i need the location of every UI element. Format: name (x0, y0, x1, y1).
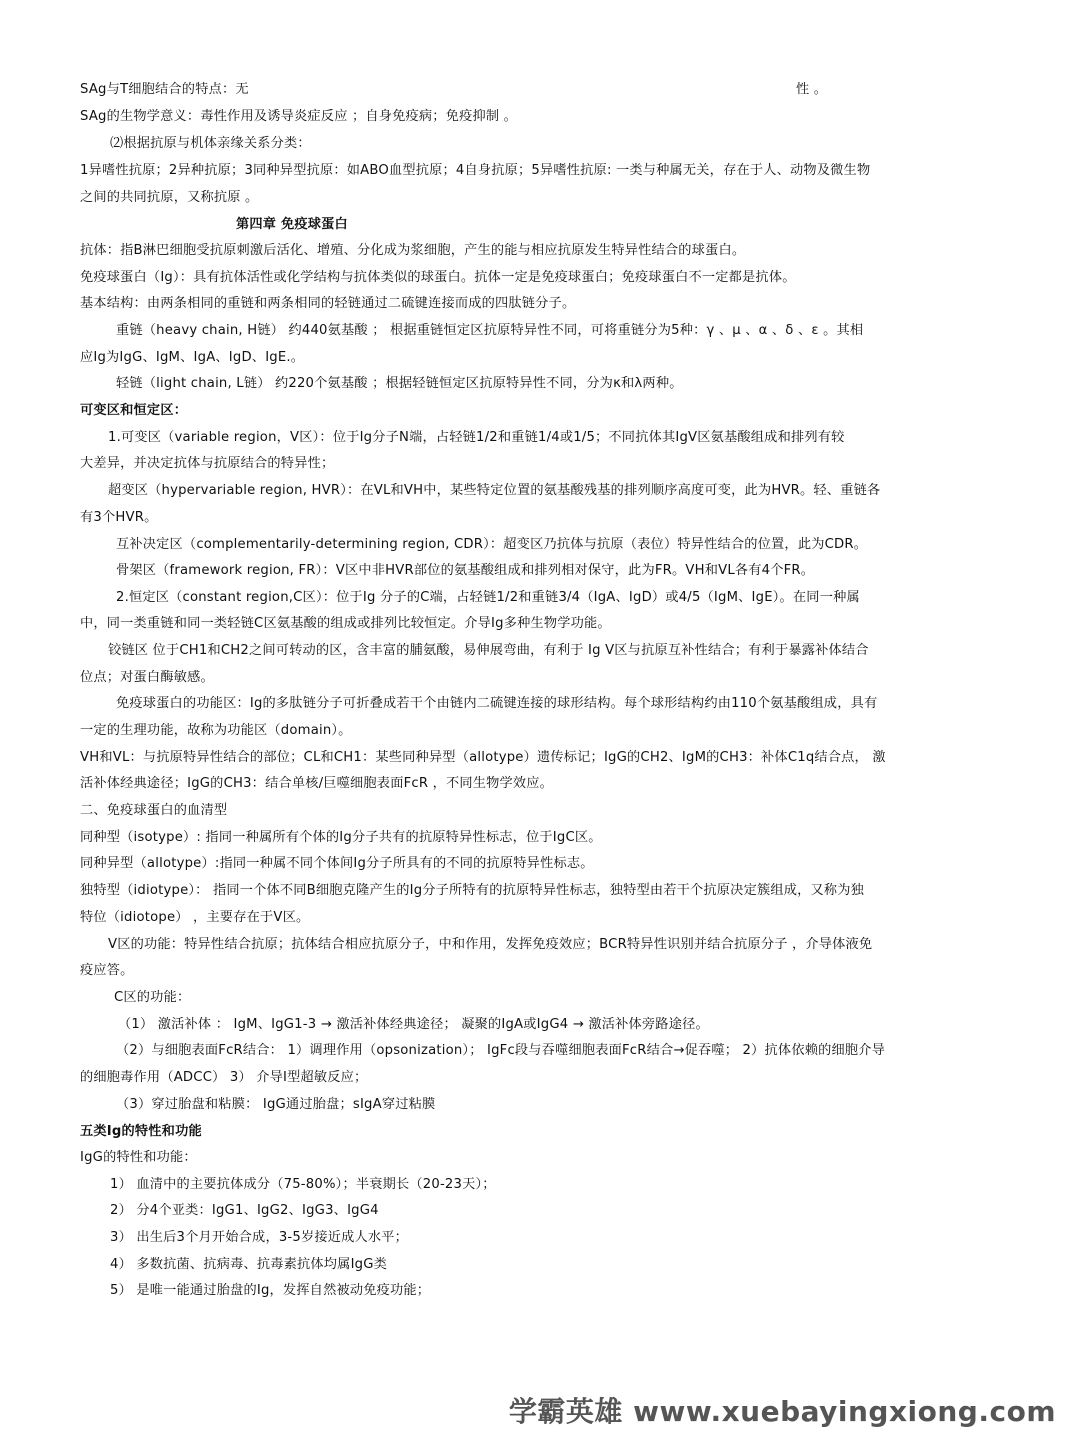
text-line: 1.可变区（variable region，V区）：位于Ig分子N端，占轻链1/2和重链1/4或1/5；不同抗体其IgV区氨基酸组成和排列有较 (108, 430, 845, 445)
text-line: （3）穿过胎盘和粘膜： IgG通过胎盘；sIgA穿过粘膜 (116, 1097, 436, 1112)
text-line: 2.恒定区（constant region,C区）：位于Ig 分子的C端，占轻链1/2和重链3/4（IgA、IgD）或4/5（IgM、IgE）。在同一种属 (116, 590, 860, 605)
site-watermark: 学霸英雄 www.xuebayingxiong.com (508, 1395, 1056, 1428)
text-line: 基本结构：由两条相同的重链和两条相同的轻链通过二硫键连接而成的四肽链分子。 (80, 296, 576, 311)
text-line: 疫应答。 (80, 963, 134, 978)
list-item: 2） 分4个亚类：IgG1、IgG2、IgG3、IgG4 (110, 1203, 379, 1218)
text-line: 抗体：指B淋巴细胞受抗原刺激后活化、增殖、分化成为浆细胞，产生的能与相应抗原发生特异性结合的球蛋白。 (80, 243, 746, 258)
text-line: 超变区（hypervariable region, HVR）：在VL和VH中，某些特定位置的氨基酸残基的排列顺序高度可变，此为HVR。轻、重链各 (108, 483, 881, 498)
text-line: 免疫球蛋白的功能区：Ig的多肽链分子可折叠成若干个由链内二硫键连接的球形结构。每个球形结构约由110个氨基酸组成，具有 (116, 696, 878, 711)
text-line: 重链（heavy chain, H链） 约440氨基酸 ； 根据重链恒定区抗原特异性不同，可将重链分为5种：γ 、μ 、α 、δ 、ε 。其相 (116, 323, 864, 338)
text-line: 免疫球蛋白（Ig）：具有抗体活性或化学结构与抗体类似的球蛋白。抗体一定是免疫球蛋白；免疫球蛋白不一定都是抗体。 (80, 270, 796, 285)
section-heading: 五类Ig的特性和功能 (80, 1124, 202, 1139)
text-line: VH和VL：与抗原特异性结合的部位；CL和CH1：某些同种异型（allotype）遗传标记；IgG的CH2、IgM的CH3：补体C1q结合点， 激 (80, 750, 886, 765)
text-line: 的细胞毒作用（ADCC） 3） 介导Ⅰ型超敏反应； (80, 1070, 368, 1085)
text-line: 特位（idiotope） ，主要存在于V区。 (80, 910, 310, 925)
text-line: 骨架区（framework region, FR）：V区中非HVR部位的氨基酸组成和排列相对保守，此为FR。VH和VL各有4个FR。 (116, 563, 815, 578)
text-line: 大差异，并决定抗体与抗原结合的特异性； (80, 456, 335, 471)
text-line: 轻链（light chain, L链） 约220个氨基酸 ；根据轻链恒定区抗原特异性不同，分为κ和λ两种。 (116, 376, 683, 391)
text-line: 一定的生理功能，故称为功能区（domain）。 (80, 723, 352, 738)
text-line: 应Ig为IgG、IgM、IgA、IgD、IgE.。 (80, 350, 305, 365)
text-line: （2）与细胞表面FcR结合： 1）调理作用（opsonization）； IgFc段与吞噬细胞表面FcR结合→促吞噬； 2）抗体依赖的细胞介导 (116, 1043, 886, 1058)
text-line: （1） 激活补体 ： IgM、IgG1-3 → 激活补体经典途径； 凝聚的IgA或IgG4 → 激活补体旁路途径。 (118, 1017, 709, 1032)
list-item: 3） 出生后3个月开始合成，3-5岁接近成人水平； (110, 1230, 409, 1245)
section-heading: 二、免疫球蛋白的血清型 (80, 803, 228, 818)
text-line: 性 。 (796, 82, 828, 97)
text-line: 活补体经典途径；IgG的CH3：结合单核/巨噬细胞表面FcR ，不同生物学效应。 (80, 776, 554, 791)
list-item: 4） 多数抗菌、抗病毒、抗毒素抗体均属IgG类 (110, 1257, 388, 1272)
text-line: 位点；对蛋白酶敏感。 (80, 670, 214, 685)
text-line: 之间的共同抗原，又称抗原 。 (80, 190, 259, 205)
text-line: SAg的生物学意义：毒性作用及诱导炎症反应 ；自身免疫病；免疫抑制 。 (80, 109, 518, 124)
text-line: 铰链区 位于CH1和CH2之间可转动的区，含丰富的脯氨酸，易伸展弯曲，有利于 Ig V区与抗原互补性结合；有利于暴露补体结合 (108, 643, 869, 658)
text-line: 独特型（idiotype）： 指同一个体不同B细胞克隆产生的Ig分子所特有的抗原特异性标志，独特型由若干个抗原决定簇组成，又称为独 (80, 883, 865, 898)
text-line: ⑵根据抗原与机体亲缘关系分类： (110, 136, 311, 151)
text-line: 中，同一类重链和同一类轻链C区氨基酸的组成或排列比较恒定。介导Ig多种生物学功能。 (80, 616, 611, 631)
list-item: 5） 是唯一能通过胎盘的Ig，发挥自然被动免疫功能； (110, 1283, 431, 1298)
text-line: IgG的特性和功能： (80, 1150, 197, 1165)
text-line: C区的功能： (114, 990, 191, 1005)
text-line: SAg与T细胞结合的特点：无 (80, 82, 249, 97)
text-line: 同种型（isotype）: 指同一种属所有个体的Ig分子共有的抗原特异性标志，位于IgC区。 (80, 830, 602, 845)
text-line: 有3个HVR。 (80, 510, 158, 525)
chapter-heading: 第四章 免疫球蛋白 (236, 217, 348, 232)
list-item: 1） 血清中的主要抗体成分（75-80%）；半衰期长（20-23天）； (110, 1177, 496, 1192)
text-line: 同种异型（allotype）:指同一种属不同个体间Ig分子所具有的不同的抗原特异性标志。 (80, 856, 594, 871)
text-line: V区的功能：特异性结合抗原；抗体结合相应抗原分子，中和作用，发挥免疫效应；BCR特异性识别并结合抗原分子 ，介导体液免 (108, 937, 873, 952)
text-line: 互补决定区（complementarily-determining region, CDR）：超变区乃抗体与抗原（表位）特异性结合的位置，此为CDR。 (116, 537, 868, 552)
section-heading: 可变区和恒定区： (80, 403, 188, 418)
text-line: 1异嗜性抗原；2异种抗原；3同种异型抗原：如ABO血型抗原；4自身抗原；5异嗜性抗原: 一类与种属无关，存在于人、动物及微生物 (80, 163, 871, 178)
